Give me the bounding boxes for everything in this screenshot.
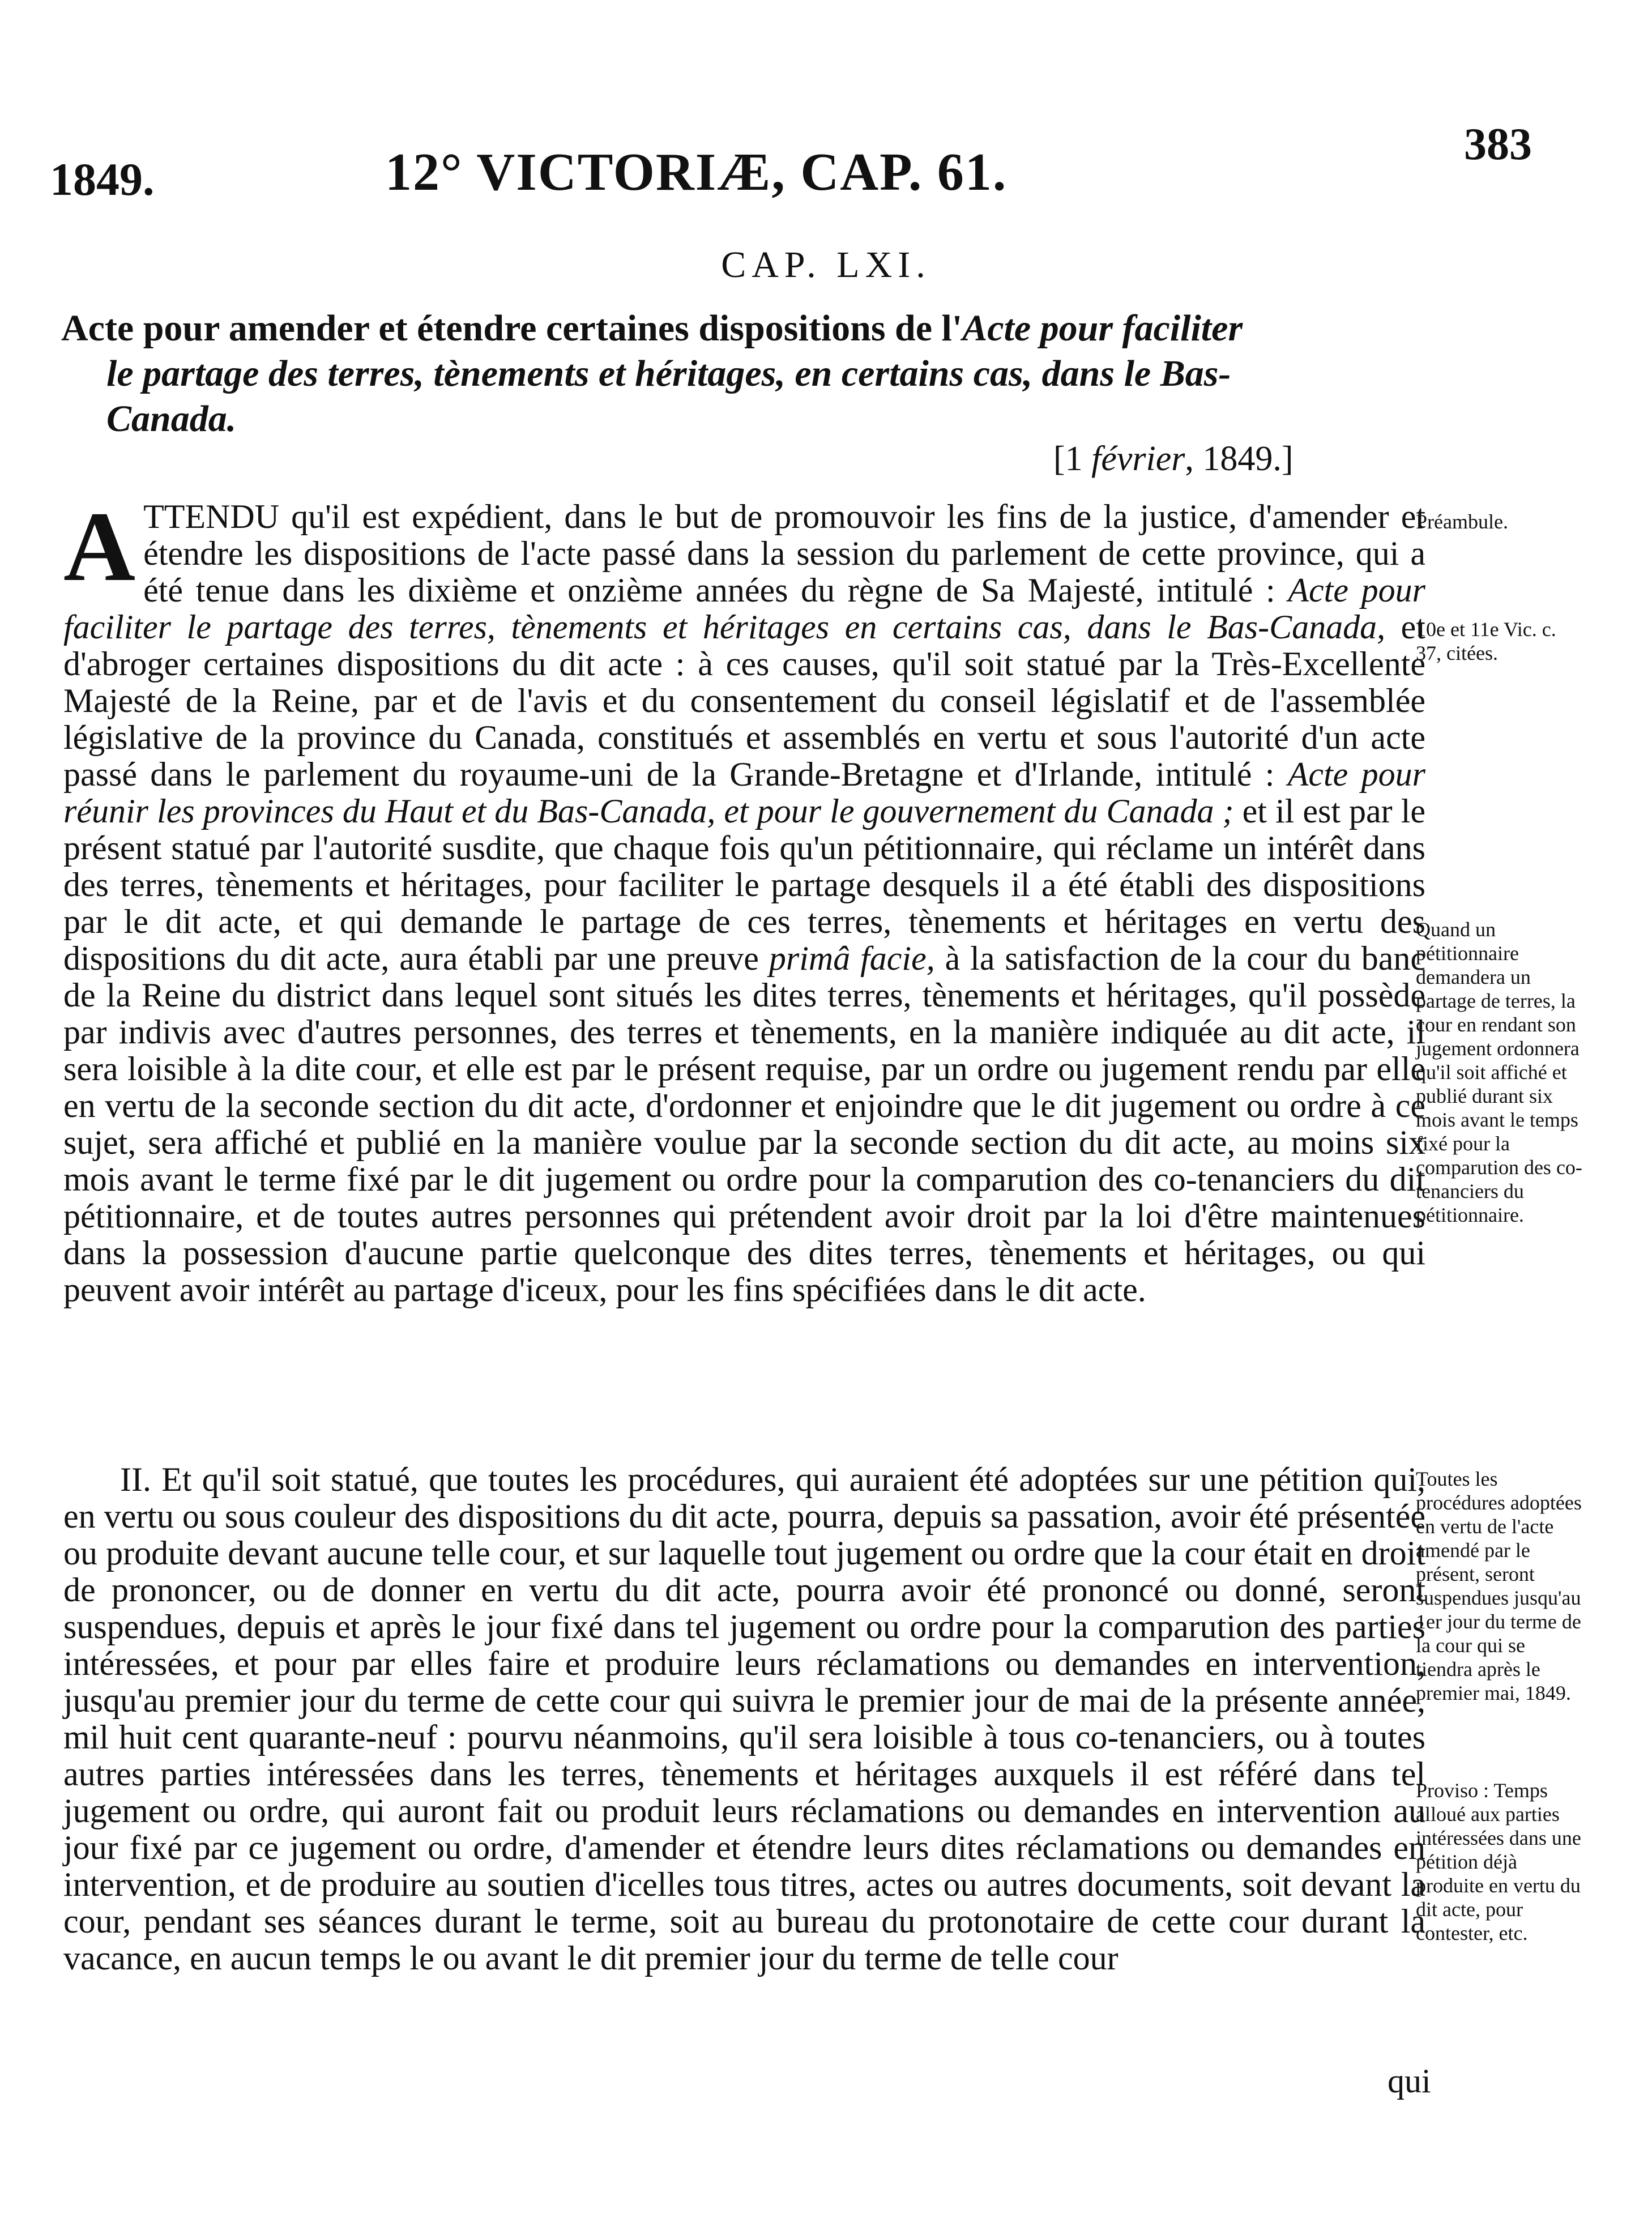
paragraph1-text-4: à la satisfaction de la cour du banc de la Reine du district dans lequel sont situés les dites terres, tènements et héritages, qu'il possède par indivis avec d'autres personnes, des terres et tènements, en la manière indiquée au dit acte, il sera loisible à la dite cour, et elle est par le présent requise, par un ordre ou jugement rendu par elle en vertu de la seconde section du dit acte, d'ordonner et enjoindre que le dit jugement ou ordre à ce sujet, sera affiché et publié en la manière voulue par la seconde section du dit acte, au moins six mois avant le terme fixé par le dit jugement ou ordre pour la comparution des co-tenanciers du dit pétitionnaire, et de toutes autres personnes qui prétendent avoir droit par la loi d'être maintenues dans la possession d'aucune partie quelconque des dites terres, tènements et héritages, ou qui peuvent avoir intérêt au partage d'iceux, pour les fins spécifiées dans le dit acte. [63,940,1425,1308]
paragraph1-italic-2: Acte pour réunir les provinces du Haut et du Bas-Canada, et pour le gouvernement du Canada ; [63,756,1425,830]
act-title-italic-3: Canada. [106,398,237,440]
act-title-prefix: Acte pour amender et étendre certaines dispositions de l' [61,308,963,349]
paragraph1-text-1: TTENDU qu'il est expédient, dans le but de promouvoir les fins de la justice, d'amender et étendre les dispositions de l'acte passé dans la session du parlement de cette province, qui a été tenue dans les dixième et onzième années du règne de Sa Majesté, intitulé : [143,498,1425,609]
chapter-heading: CAP. LXI. [721,244,931,285]
act-date-month: février [1091,440,1185,478]
act-date-open: [1 [1053,440,1092,478]
catchword: qui [1388,2062,1431,2100]
paragraph-section-2: II. Et qu'il soit statué, que toutes les procédures, qui auraient été adoptées sur une pétition qui, en vertu ou sous couleur des dispositions du dit acte, pourra, depuis sa passation, avoir été présentée ou produite devant aucune telle cour, et sur laquelle tout jugement ou ordre que la cour était en droit de prononcer, ou de donner en vertu du dit acte, pourra avoir été prononcé ou donné, seront suspendues, depuis et après le jour fixé dans tel jugement ou ordre pour la comparution des parties intéressées, et pour par elles faire et produire leurs réclamations ou demandes en intervention, jusqu'au premier jour du terme de cette cour qui suivra le premier jour de mai de la présente année, mil huit cent quarante-neuf : pourvu néanmoins, qu'il sera loisible à tous co-tenanciers, ou à toutes autres parties intéressées dans les terres, tènements et héritages auxquels il est référé dans tel jugement ou ordre, qui auront fait ou produit leurs réclamations ou demandes en intervention au jour fixé par ce jugement ou ordre, d'amender et étendre leurs dites réclamations ou demandes en intervention, et de produire au soutien d'icelles tous titres, actes ou autres documents, soit devant la cour, pendant ses séances durant le terme, soit au bureau du protonotaire de cette cour durant la vacance, en aucun temps le ou avant le dit premier jour du terme de telle cour [63,1461,1425,1977]
act-title-italic-1: Acte pour faciliter [962,308,1243,349]
margin-note-procedures: Toutes les procédures adoptées en vertu de l'acte amendé par le présent, seront suspendues jusqu'au 1er jour du terme de la cour qui se tiendra après le premier mai, 1849. [1416,1468,1582,1704]
margin-note-proviso: Proviso : Temps alloué aux parties intéressées dans une pétition déjà produite en vertu du dit acte, pour contester, etc. [1416,1779,1581,1944]
paragraph-preamble [63,492,1426,1308]
act-date-close: , 1849.] [1185,440,1294,478]
paragraph1-text-3: et il est par le présent statué par l'autorité susdite, que chaque fois qu'un pétitionnaire, qui réclame un intérêt dans des terres, tènements et héritages, pour faciliter le partage desquels il a été établi des dispositions par le dit acte, et qui demande le partage de ces terres, tènements et héritages en vertu des dispositions du dit acte, aura établi par une preuve [63,792,1426,977]
drop-cap: A [63,492,136,602]
header-year: 1849. [50,153,155,205]
paragraph1-italic-3: primâ facie, [769,940,935,977]
margin-note-cited: 10e et 11e Vic. c. 37, citées. [1416,618,1556,664]
paragraph1-text-2: et d'abroger certaines dispositions du dit acte : à ces causes, qu'il soit statué par la Très-Excellente Majesté de la Reine, par et de l'avis et du consentement du conseil législatif et de l'assemblée législative de la province du Canada, constitués et assemblés en vertu et sous l'autorité d'un acte passé dans le parlement du royaume-uni de la Grande-Bretagne et d'Irlande, intitulé : [63,608,1425,793]
act-title-line3 [61,396,1398,442]
act-title [61,306,1398,442]
paragraph1-italic-1: Acte pour faciliter le partage des terres, tènements et héritages en certains cas, dans le Bas-Canada, [63,572,1425,646]
margin-note-preambule: Préambule. [1416,510,1508,533]
act-title-italic-2: le partage des terres, tènements et héritages, en certains cas, dans le Bas- [106,353,1231,394]
page-number: 383 [1464,120,1532,169]
act-title-line2 [61,351,1398,396]
act-date [1053,439,1294,479]
header-title: 12° VICTORIÆ, CAP. 61. [385,143,1008,202]
act-title-line1 [61,306,1398,351]
margin-note-petition: Quand un pétitionnaire demandera un partage de terres, la cour en rendant son jugement ordonnera qu'il soit affiché et publié durant six mois avant le temps fixé pour la comparution des co-tenanciers du pétitionnaire. [1416,918,1582,1226]
